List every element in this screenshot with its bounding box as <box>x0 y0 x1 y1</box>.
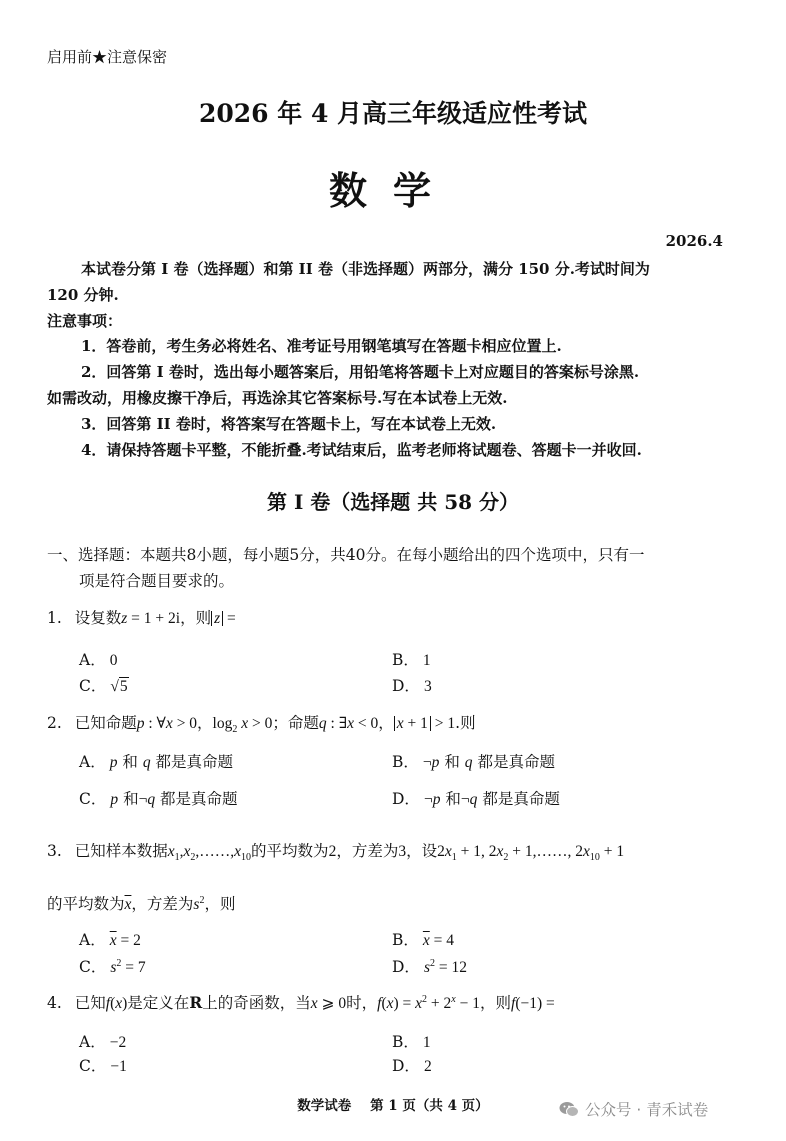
part1-instructions-b: 项是符合题目要求的。 <box>79 572 235 590</box>
question-text: 是定义在 <box>127 994 190 1012</box>
note-1: 1．答卷前，考生务必将姓名、准考证号用钢笔填写在答题卡相应位置上. <box>81 337 562 355</box>
question-text: 的平均数为 <box>251 842 329 860</box>
formula: z = 1 + 2i <box>121 610 181 627</box>
q4-option-c: C． −1 <box>79 1057 127 1075</box>
q4-option-b: B． 1 <box>392 1033 431 1051</box>
watermark: 公众号 · 青禾试卷 <box>559 1098 708 1122</box>
page-footer: 数学试卷 第 1 页（共 4 页） <box>297 1098 489 1114</box>
q1-option-b: B． 1 <box>392 651 431 669</box>
q1-option-c: C． √5 <box>79 677 128 695</box>
formula: q : ∃x < 0， x + 1 > 1 <box>318 715 456 732</box>
question-text: 时， <box>346 994 378 1012</box>
q1-option-a: A． 0 <box>79 651 118 669</box>
formula: $2x_1 + 1$, $2x_2$ + 1,……, $2x_{10} + 1$ <box>437 843 625 864</box>
q2-option-a: A． p 和 q 都是真命题 <box>79 753 234 771</box>
q2-option-d: D． ¬p 和¬q 都是真命题 <box>392 790 560 808</box>
question-number: 1. <box>47 609 62 627</box>
question-4-stem: 4. 已知f(x)是定义在R上的奇函数，当x ⩾ 0时，$f(x) = x^2 + 2^x - 1$，则f(−1) = <box>47 993 555 1012</box>
question-text: ，设 <box>406 842 438 860</box>
section-title: 第 I 卷（选择题 共 58 分） <box>266 490 519 514</box>
secret-label: 启用前★注意保密 <box>47 48 168 66</box>
part1-instructions-a: 一、选择题：本题共8小题，每小题5分，共40分。在每小题给出的四个选项中，只有一 <box>47 546 645 564</box>
q4-option-d: D． 2 <box>392 1057 432 1075</box>
question-1-stem <box>47 606 236 628</box>
question-text: 已知命题 <box>74 714 137 732</box>
question-3-stem: 3. 已知样本数据$x_1,x_2,\dots\dots,x_{10}$的平均数为2，方差为3，设$2x_1 + 1$, $2x_2$ + 1,……, $2x_{10} + 1$ <box>47 842 625 864</box>
formula: $f(x) = x^2 + 2^x - 1$ <box>377 993 480 1012</box>
note-2a: 2．回答第 I 卷时，选出每小题答案后，用铅笔将答题卡上对应题目的答案标号涂黑. <box>81 363 640 381</box>
formula: $x_1,x_2,\dots\dots,x_{10}$ <box>167 843 252 864</box>
notes-heading: 注意事项： <box>47 312 123 330</box>
q3-option-d: D． $s^2 = 12$ <box>392 957 467 976</box>
exam-title: 2026 年 4 月高三年级适应性考试 <box>198 99 588 128</box>
exam-date: 2026.4 <box>665 232 723 250</box>
note-3: 3．回答第 II 卷时，将答案写在答题卡上，写在本试卷上无效. <box>81 415 497 433</box>
note-2b: 如需改动，用橡皮擦干净后，再选涂其它答案标号.写在本试卷上无效. <box>47 389 508 407</box>
q3-option-a: A． $\overline{x} = 2$ <box>79 931 141 949</box>
formula: z = <box>211 610 236 627</box>
question-text: ，则 <box>480 994 512 1012</box>
question-3-stem-cont: 的平均数为$\overline{x}$，方差为$s^2$，则 <box>47 894 236 913</box>
intro-line-2: 120 分钟. <box>47 286 119 304</box>
subject-title: 数学 <box>328 168 457 213</box>
question-text: ，方差为 <box>131 895 194 913</box>
q2-option-b: B． ¬p 和 q 都是真命题 <box>392 753 555 771</box>
q1-option-d: D． 3 <box>392 677 432 695</box>
q4-option-a: A． −2 <box>79 1033 127 1051</box>
question-2-stem <box>47 711 476 735</box>
question-number: 3. <box>47 842 62 860</box>
question-number: 2. <box>47 714 62 732</box>
question-text: 已知样本数据 <box>74 842 168 860</box>
question-text: .则 <box>455 714 476 732</box>
intro-line-1: 本试卷分第 I 卷（选择题）和第 II 卷（非选择题）两部分，满分 150 分.考试时间为 <box>81 260 650 278</box>
question-text: 上的奇函数，当 <box>202 994 311 1012</box>
q2-option-c: C． p 和¬q 都是真命题 <box>79 790 238 808</box>
question-text: ，则 <box>180 609 212 627</box>
question-text: ；命题 <box>272 714 319 732</box>
question-number: 4. <box>47 994 62 1012</box>
question-text: 设复数 <box>74 609 122 627</box>
q3-option-b: B． $\overline{x} = 4$ <box>392 931 455 949</box>
question-text: ，则 <box>204 895 236 913</box>
question-text: 的平均数为 <box>47 895 125 913</box>
formula: p : ∀x > 0，$\log_2 x > 0$ <box>136 715 273 736</box>
wechat-icon <box>559 1101 579 1122</box>
q3-option-c: C． $s^2 = 7$ <box>79 957 146 976</box>
question-text: ，方差为 <box>336 842 399 860</box>
question-text: 已知 <box>74 994 106 1012</box>
note-4: 4．请保持答题卡平整，不能折叠.考试结束后，监考老师将试题卷、答题卡一并收回. <box>81 441 642 459</box>
